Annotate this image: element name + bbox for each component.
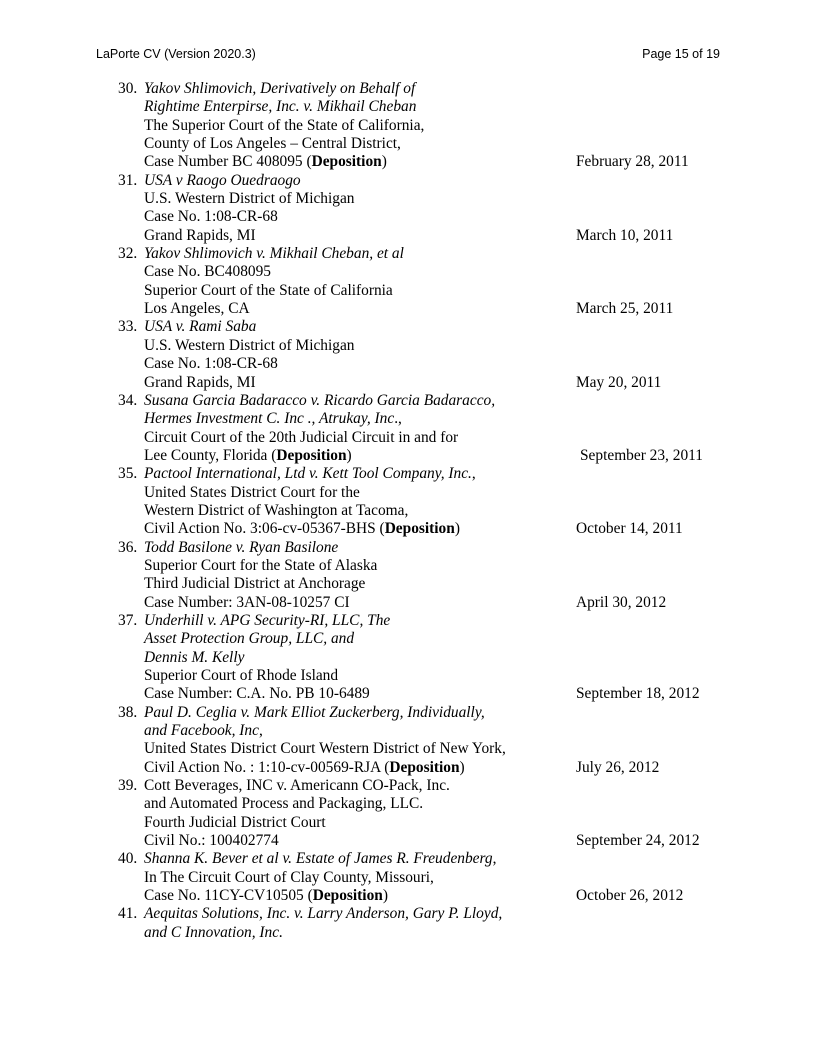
case-number: 35. [118, 465, 138, 483]
case-text: Asset Protection Group, LLC, and [144, 630, 355, 648]
case-text: Paul D. Ceglia v. Mark Elliot Zuckerberg, Individually, [144, 703, 485, 721]
case-line [96, 612, 720, 630]
case-entry [96, 80, 720, 172]
case-line [96, 685, 720, 703]
case-text: Superior Court of Rhode Island [144, 667, 339, 684]
case-number: 34. [118, 391, 138, 409]
case-text: Lee County, Florida ( [144, 446, 277, 464]
case-entry [96, 318, 720, 391]
case-line [96, 80, 720, 98]
case-text: United States District Court Western District of New York, [144, 740, 506, 758]
case-text: Cott Beverages, INC v. Americann CO-Pack, Inc. [144, 777, 450, 795]
case-number: 40. [118, 850, 138, 868]
case-line [96, 722, 720, 740]
case-text: ., [394, 410, 402, 428]
case-text: , [492, 850, 497, 868]
case-line [96, 814, 720, 832]
case-line [96, 190, 720, 208]
case-date: September 24, 2012 [576, 832, 700, 850]
case-line [96, 832, 720, 850]
case-text: Superior Court for the State of Alaska [144, 556, 378, 574]
case-text: Susana Garcia Badaracco v. Ricardo Garcia Badaracco, [144, 391, 496, 409]
case-line [96, 484, 720, 502]
case-text: The Superior Court of the State of California, [144, 116, 425, 134]
case-line [96, 924, 720, 942]
document-title: LaPorte CV (Version 2020.3) [96, 47, 256, 61]
case-text: Fourth Judicial District Court [144, 813, 326, 831]
case-line [96, 887, 720, 905]
case-entry [96, 465, 720, 538]
case-text: , [471, 465, 476, 483]
case-number: 37. [118, 611, 138, 629]
deposition-label: Deposition [389, 758, 460, 776]
case-text: USA v. Rami Saba [144, 318, 257, 336]
case-text: U.S. Western District of Michigan [144, 190, 355, 208]
case-line [96, 98, 720, 116]
case-text: Western District of Washington at Tacoma, [144, 501, 409, 519]
case-text: Case Number: C.A. No. PB 10-6489 [144, 685, 370, 703]
case-text: Hermes Investment C. Inc ., Atrukay, Inc [144, 410, 395, 428]
case-line [96, 502, 720, 520]
case-text: ) [454, 520, 460, 538]
case-text: and C Innovation, Inc. [144, 923, 283, 941]
case-entry [96, 850, 720, 905]
case-line [96, 575, 720, 593]
case-text: Case No. 11CY-CV10505 ( [144, 887, 313, 905]
case-text: , [258, 722, 263, 740]
case-date: September 18, 2012 [576, 685, 700, 703]
case-line [96, 410, 720, 428]
case-text: Civil Action No. 3:06-cv-05367-BHS ( [144, 520, 385, 538]
case-date: October 14, 2011 [576, 520, 683, 538]
case-number: 39. [118, 777, 138, 795]
case-line [96, 263, 720, 281]
case-text: ) [381, 153, 387, 171]
case-line [96, 337, 720, 355]
case-text: Case Number: 3AN-08-10257 CI [144, 593, 350, 611]
case-text: Superior Court of the State of California [144, 281, 393, 299]
page-number: Page 15 of 19 [642, 47, 720, 61]
case-line [96, 355, 720, 373]
case-line [96, 392, 720, 410]
case-line [96, 208, 720, 226]
case-line [96, 850, 720, 868]
case-text: United States District Court for the [144, 483, 360, 501]
case-line [96, 777, 720, 795]
case-text: Grand Rapids, MI [144, 373, 256, 391]
case-entry [96, 777, 720, 850]
case-text: Los Angeles, CA [144, 300, 250, 318]
case-text: ) [346, 446, 352, 464]
deposition-label: Deposition [276, 446, 347, 464]
case-text: Rightime Enterpirse, Inc. v. Mikhail Cheban [144, 98, 417, 116]
case-text: Civil Action No. : 1:10-cv-00569-RJA ( [144, 758, 390, 776]
case-line [96, 869, 720, 887]
case-text: County of Los Angeles – Central District, [144, 135, 401, 153]
case-number: 36. [118, 538, 138, 556]
case-date: May 20, 2011 [576, 373, 662, 391]
case-entry [96, 172, 720, 245]
case-text: Case No. BC408095 [144, 263, 271, 281]
case-text: Underhill v. APG Security-RI, LLC, The [144, 611, 391, 629]
case-text: USA v Raogo Ouedraogo [144, 171, 301, 189]
case-number: 41. [118, 905, 138, 923]
case-line [96, 740, 720, 758]
case-text: Aequitas Solutions, Inc. v. Larry Anderson, Gary P. Lloyd, [144, 905, 503, 923]
case-line [96, 447, 720, 465]
case-entry [96, 612, 720, 704]
case-number: 30. [118, 80, 138, 97]
case-entry [96, 539, 720, 612]
case-date: February 28, 2011 [576, 153, 689, 171]
case-number: 33. [118, 318, 138, 336]
case-text: Dennis M. Kelly [144, 648, 245, 666]
case-list [96, 80, 720, 942]
case-line [96, 117, 720, 135]
deposition-label: Deposition [312, 887, 383, 905]
case-text: Todd Basilone v. Ryan Basilone [144, 538, 339, 556]
case-text: ) [459, 758, 465, 776]
case-text: Circuit Court of the 20th Judicial Circuit in and for [144, 428, 459, 446]
case-number: 31. [118, 171, 138, 189]
case-entry [96, 905, 720, 942]
case-text: ) [382, 887, 388, 905]
case-entry [96, 245, 720, 318]
case-line [96, 300, 720, 318]
case-text: Civil No.: 100402774 [144, 832, 279, 850]
case-text: and Automated Process and Packaging, LLC. [144, 795, 424, 813]
case-text: U.S. Western District of Michigan [144, 336, 355, 354]
case-text: Yakov Shlimovich, Derivatively on Behalf of [144, 80, 416, 97]
case-line [96, 374, 720, 392]
case-number: 32. [118, 245, 138, 263]
case-date: October 26, 2012 [576, 887, 684, 905]
case-line [96, 318, 720, 336]
case-line [96, 520, 720, 538]
case-line [96, 630, 720, 648]
case-line [96, 429, 720, 447]
case-entry [96, 392, 720, 465]
case-date: September 23, 2011 [580, 446, 703, 464]
case-line [96, 905, 720, 923]
case-line [96, 282, 720, 300]
case-line [96, 465, 720, 483]
case-date: July 26, 2012 [576, 758, 660, 776]
case-line [96, 135, 720, 153]
case-line [96, 649, 720, 667]
case-text: Yakov Shlimovich v. Mikhail Cheban, et al [144, 245, 404, 263]
case-text: Case Number BC 408095 ( [144, 153, 312, 171]
case-line [96, 594, 720, 612]
case-entry [96, 704, 720, 777]
case-line [96, 227, 720, 245]
case-text: Grand Rapids, MI [144, 226, 256, 244]
case-line [96, 153, 720, 171]
case-line [96, 557, 720, 575]
case-text: In The Circuit Court of Clay County, Missouri, [144, 868, 434, 886]
case-text: Third Judicial District at Anchorage [144, 575, 366, 593]
case-text: Case No. 1:08-CR-68 [144, 355, 278, 373]
case-line [96, 704, 720, 722]
case-text: and Facebook, Inc [144, 722, 259, 740]
case-date: April 30, 2012 [576, 593, 667, 611]
case-date: March 10, 2011 [576, 226, 674, 244]
deposition-label: Deposition [384, 520, 455, 538]
case-line [96, 759, 720, 777]
case-text: Case No. 1:08-CR-68 [144, 208, 278, 226]
case-line [96, 539, 720, 557]
case-line [96, 667, 720, 685]
case-text: Shanna K. Bever et al v. Estate of James R. Freudenberg [144, 850, 493, 868]
case-line [96, 245, 720, 263]
case-line [96, 172, 720, 190]
deposition-label: Deposition [311, 153, 382, 171]
case-text: Pactool International, Ltd v. Kett Tool Company, Inc. [144, 465, 472, 483]
case-line [96, 795, 720, 813]
case-number: 38. [118, 703, 138, 721]
case-date: March 25, 2011 [576, 300, 674, 318]
